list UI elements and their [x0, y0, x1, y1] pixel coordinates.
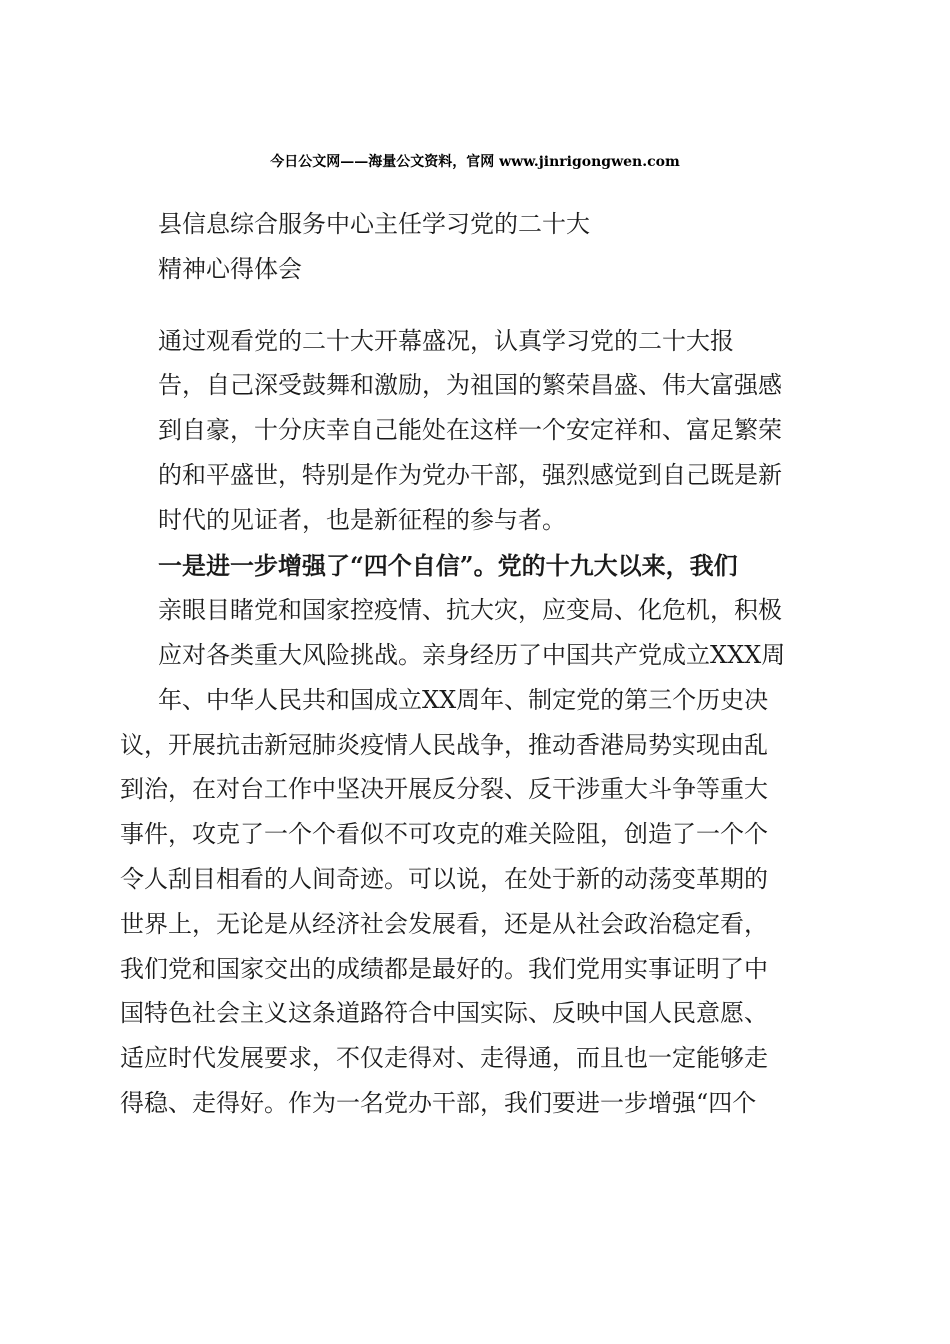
- body-line: 我们党和国家交出的成绩都是最好的。我们党用实事证明了中: [120, 955, 768, 983]
- section-heading-line: 一是进一步增强了“四个自信”。党的十九大以来，我们: [158, 551, 738, 580]
- body-line: 时代的见证者，也是新征程的参与者。: [158, 506, 566, 534]
- body-line: 议，开展抗击新冠肺炎疫情人民战争，推动香港局势实现由乱: [120, 731, 768, 759]
- doc-title-line-2: 精神心得体会: [158, 255, 302, 283]
- body-line: 的和平盛世，特别是作为党办干部，强烈感觉到自己既是新: [158, 461, 782, 489]
- body-line: 到治，在对台工作中坚决开展反分裂、反干涉重大斗争等重大: [120, 775, 768, 803]
- body-line: 国特色社会主义这条道路符合中国实际、反映中国人民意愿、: [120, 999, 768, 1027]
- body-line: 得稳、走得好。作为一名党办干部，我们要进一步增强“四个: [120, 1089, 757, 1117]
- body-line: 世界上，无论是从经济社会发展看，还是从社会政治稳定看，: [120, 910, 768, 938]
- body-line: 事件，攻克了一个个看似不可攻克的难关险阻，创造了一个个: [120, 820, 768, 848]
- body-line: 年、中华人民共和国成立XX周年、制定党的第三个历史决: [158, 686, 769, 714]
- body-line: 告，自己深受鼓舞和激励，为祖国的繁荣昌盛、伟大富强感: [158, 371, 782, 399]
- body-line: 适应时代发展要求，不仅走得对、走得通，而且也一定能够走: [120, 1044, 768, 1072]
- body-line: 应对各类重大风险挑战。亲身经历了中国共产党成立XXX周: [158, 641, 786, 669]
- site-header: 今日公文网——海量公文资料，官网 www.jinrigongwen.com: [270, 154, 680, 170]
- body-line: 令人刮目相看的人间奇迹。可以说，在处于新的动荡变革期的: [120, 865, 768, 893]
- body-line: 到自豪，十分庆幸自己能处在这样一个安定祥和、富足繁荣: [158, 416, 782, 444]
- doc-title-line-1: 县信息综合服务中心主任学习党的二十大: [158, 210, 590, 238]
- body-line: 通过观看党的二十大开幕盛况，认真学习党的二十大报: [158, 327, 734, 355]
- body-line: 亲眼目睹党和国家控疫情、抗大灾，应变局、化危机，积极: [158, 596, 782, 624]
